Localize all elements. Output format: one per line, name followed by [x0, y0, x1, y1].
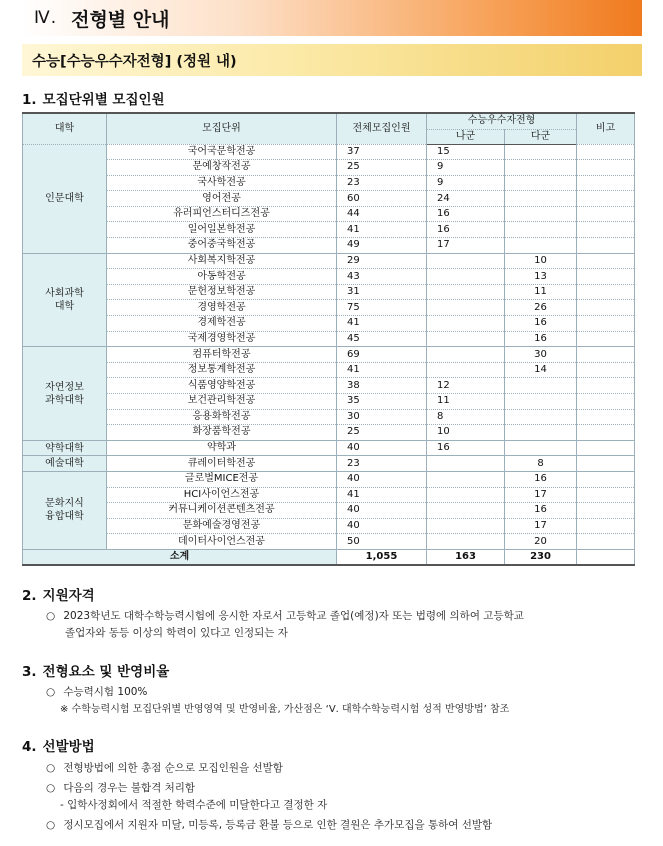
- total-note: [577, 549, 635, 565]
- unit-cell: 사회복지학전공: [107, 253, 337, 269]
- heading-text: 선발방법: [42, 739, 95, 755]
- na-cell: [427, 471, 505, 487]
- elements-note: ※ 수학능력시험 모집단위별 반영영역 및 반영비율, 가산점은 ‘Ⅴ. 대학수학능력시험 성적 반영방법’ 참조: [60, 704, 510, 715]
- note-cell: [577, 487, 635, 503]
- unit-cell: 일어일본학전공: [107, 222, 337, 238]
- table-row: [23, 222, 635, 238]
- da-cell: [505, 160, 577, 176]
- unit-cell: 중어중국학전공: [107, 238, 337, 254]
- da-cell: [505, 191, 577, 207]
- eligibility-line2: 졸업자와 동등 이상의 학력이 있다고 인정되는 자: [65, 627, 288, 639]
- note-cell: [577, 425, 635, 441]
- unit-cell: 영어전공: [107, 191, 337, 207]
- total-cell: 40: [337, 440, 427, 456]
- na-cell: [427, 300, 505, 316]
- na-cell: [427, 269, 505, 285]
- chapter-title: 전형별 안내: [71, 8, 170, 31]
- heading-eligibility: [22, 584, 95, 604]
- header-da: 다군: [505, 129, 577, 144]
- heading-selection: [22, 735, 95, 755]
- na-cell: 16: [427, 206, 505, 222]
- total-cell: 40: [337, 471, 427, 487]
- table-row: [23, 347, 635, 363]
- total-cell: 35: [337, 394, 427, 410]
- chapter-header: [22, 0, 642, 36]
- section-title: 수능[수능우수자전형] (정원 내): [32, 53, 237, 70]
- da-cell: 14: [505, 362, 577, 378]
- unit-cell: 문헌정보학전공: [107, 284, 337, 300]
- unit-cell: 글로벌MICE전공: [107, 471, 337, 487]
- note-cell: [577, 534, 635, 550]
- da-cell: 13: [505, 269, 577, 285]
- total-cell: 23: [337, 175, 427, 191]
- da-cell: 17: [505, 487, 577, 503]
- total-cell: 41: [337, 316, 427, 332]
- note-cell: [577, 269, 635, 285]
- total-cell: 75: [337, 300, 427, 316]
- college-cell: 자연정보 과학대학: [23, 347, 107, 441]
- table-row: [23, 503, 635, 519]
- note-cell: [577, 222, 635, 238]
- total-cell: 49: [337, 238, 427, 254]
- table-row: [23, 534, 635, 550]
- college-cell: 예술대학: [23, 456, 107, 472]
- unit-cell: 유러피언스터디즈전공: [107, 206, 337, 222]
- na-cell: 16: [427, 440, 505, 456]
- total-all: 1,055: [337, 549, 427, 565]
- table-row: [23, 456, 635, 472]
- unit-cell: 국사학전공: [107, 175, 337, 191]
- total-cell: 50: [337, 534, 427, 550]
- heading-text: 모집단위별 모집인원: [42, 92, 165, 108]
- na-cell: 10: [427, 425, 505, 441]
- unit-cell: 국어국문학전공: [107, 144, 337, 160]
- unit-cell: 데이터사이언스전공: [107, 534, 337, 550]
- note-cell: [577, 253, 635, 269]
- na-cell: [427, 331, 505, 347]
- heading-elements: [22, 660, 169, 680]
- heading-number: 3.: [22, 664, 37, 680]
- na-cell: [427, 253, 505, 269]
- unit-cell: 화장품학전공: [107, 425, 337, 441]
- note-cell: [577, 191, 635, 207]
- header-unit: 모집단위: [107, 113, 337, 144]
- table-row: [23, 487, 635, 503]
- na-cell: [427, 518, 505, 534]
- da-cell: 30: [505, 347, 577, 363]
- na-cell: [427, 534, 505, 550]
- total-cell: 29: [337, 253, 427, 269]
- table-row: [23, 362, 635, 378]
- table-row: [23, 191, 635, 207]
- da-cell: 16: [505, 331, 577, 347]
- total-cell: 25: [337, 425, 427, 441]
- selection-item1: 전형방법에 의한 총점 순으로 모집인원을 선발함: [63, 762, 283, 774]
- na-cell: [427, 362, 505, 378]
- table-row: [23, 409, 635, 425]
- total-label: 소계: [23, 549, 337, 565]
- table-row: [23, 238, 635, 254]
- table-row: [23, 440, 635, 456]
- chapter-number: Ⅳ.: [34, 8, 58, 28]
- elements-text: [46, 684, 646, 718]
- total-cell: 41: [337, 362, 427, 378]
- college-cell: 사회과학 대학: [23, 253, 107, 347]
- note-cell: [577, 144, 635, 160]
- note-cell: [577, 503, 635, 519]
- table-row: [23, 160, 635, 176]
- note-cell: [577, 471, 635, 487]
- da-cell: [505, 222, 577, 238]
- note-cell: [577, 238, 635, 254]
- note-cell: [577, 362, 635, 378]
- header-group: 수능우수자전형: [427, 113, 577, 129]
- table-row: [23, 316, 635, 332]
- unit-cell: 약학과: [107, 440, 337, 456]
- da-cell: [505, 144, 577, 160]
- unit-cell: 정보통계학전공: [107, 362, 337, 378]
- da-cell: [505, 206, 577, 222]
- selection-text: [46, 760, 646, 834]
- college-cell: 문화지식 융합대학: [23, 471, 107, 549]
- total-da: 230: [505, 549, 577, 565]
- heading-text: 지원자격: [42, 588, 95, 604]
- eligibility-text: [46, 608, 646, 642]
- header-na: 나군: [427, 129, 505, 144]
- note-cell: [577, 378, 635, 394]
- college-cell: 인문대학: [23, 144, 107, 253]
- da-cell: 17: [505, 518, 577, 534]
- unit-cell: 커뮤니케이션콘텐츠전공: [107, 503, 337, 519]
- note-cell: [577, 300, 635, 316]
- unit-cell: 경영학전공: [107, 300, 337, 316]
- unit-cell: 문예창작전공: [107, 160, 337, 176]
- unit-cell: 경제학전공: [107, 316, 337, 332]
- section-header: [22, 44, 642, 76]
- da-cell: [505, 440, 577, 456]
- unit-cell: 아동학전공: [107, 269, 337, 285]
- da-cell: [505, 394, 577, 410]
- note-cell: [577, 347, 635, 363]
- total-cell: 69: [337, 347, 427, 363]
- college-cell: 약학대학: [23, 440, 107, 456]
- na-cell: [427, 503, 505, 519]
- note-cell: [577, 160, 635, 176]
- total-cell: 43: [337, 269, 427, 285]
- note-cell: [577, 456, 635, 472]
- heading-text: 전형요소 및 반영비율: [42, 664, 170, 680]
- selection-item2-sub: - 입학사정회에서 적절한 학력수준에 미달한다고 결정한 자: [60, 799, 328, 811]
- table-row: [23, 471, 635, 487]
- header-total: 전체모집인원: [337, 113, 427, 144]
- da-cell: [505, 238, 577, 254]
- total-cell: 40: [337, 503, 427, 519]
- note-cell: [577, 206, 635, 222]
- unit-cell: 문화예술경영전공: [107, 518, 337, 534]
- bullet-circle: ○: [46, 819, 56, 831]
- unit-cell: 큐레이터학전공: [107, 456, 337, 472]
- na-cell: [427, 284, 505, 300]
- total-cell: 38: [337, 378, 427, 394]
- header-note: 비고: [577, 113, 635, 144]
- da-cell: [505, 378, 577, 394]
- table-row: [23, 331, 635, 347]
- da-cell: 20: [505, 534, 577, 550]
- unit-cell: 컴퓨터학전공: [107, 347, 337, 363]
- na-cell: 12: [427, 378, 505, 394]
- table-row: [23, 269, 635, 285]
- table-row: [23, 425, 635, 441]
- na-cell: [427, 456, 505, 472]
- total-cell: 31: [337, 284, 427, 300]
- total-cell: 40: [337, 518, 427, 534]
- bullet-circle: ○: [46, 762, 56, 774]
- total-na: 163: [427, 549, 505, 565]
- da-cell: 16: [505, 316, 577, 332]
- note-cell: [577, 331, 635, 347]
- da-cell: 26: [505, 300, 577, 316]
- note-cell: [577, 409, 635, 425]
- note-cell: [577, 440, 635, 456]
- bullet-circle: ○: [46, 610, 56, 622]
- unit-cell: 응용화학전공: [107, 409, 337, 425]
- total-cell: 45: [337, 331, 427, 347]
- na-cell: 9: [427, 175, 505, 191]
- na-cell: 9: [427, 160, 505, 176]
- total-cell: 25: [337, 160, 427, 176]
- table-row: [23, 253, 635, 269]
- header-college: 대학: [23, 113, 107, 144]
- unit-cell: 보건관리학전공: [107, 394, 337, 410]
- da-cell: 16: [505, 503, 577, 519]
- total-cell: 41: [337, 222, 427, 238]
- note-cell: [577, 518, 635, 534]
- heading-number: 2.: [22, 588, 37, 604]
- da-cell: [505, 175, 577, 191]
- table-total-row: [23, 549, 635, 565]
- unit-cell: 식품영양학전공: [107, 378, 337, 394]
- note-cell: [577, 175, 635, 191]
- da-cell: 11: [505, 284, 577, 300]
- na-cell: 15: [427, 144, 505, 160]
- na-cell: 8: [427, 409, 505, 425]
- bullet-circle: ○: [46, 686, 56, 698]
- heading-quota: [22, 88, 165, 108]
- da-cell: [505, 425, 577, 441]
- note-cell: [577, 284, 635, 300]
- table-row: [23, 284, 635, 300]
- na-cell: 24: [427, 191, 505, 207]
- elements-item: 수능력시험 100%: [63, 686, 148, 698]
- heading-number: 1.: [22, 92, 37, 108]
- total-cell: 60: [337, 191, 427, 207]
- na-cell: 17: [427, 238, 505, 254]
- table-row: [23, 300, 635, 316]
- na-cell: [427, 347, 505, 363]
- na-cell: [427, 316, 505, 332]
- total-cell: 44: [337, 206, 427, 222]
- table-row: [23, 378, 635, 394]
- na-cell: 16: [427, 222, 505, 238]
- total-cell: 23: [337, 456, 427, 472]
- da-cell: 10: [505, 253, 577, 269]
- da-cell: [505, 409, 577, 425]
- heading-number: 4.: [22, 739, 37, 755]
- quota-table: [22, 112, 635, 566]
- note-cell: [577, 394, 635, 410]
- da-cell: 16: [505, 471, 577, 487]
- selection-item2: 다음의 경우는 불합격 처리함: [63, 782, 196, 794]
- na-cell: [427, 487, 505, 503]
- selection-item3: 정시모집에서 지원자 미달, 미등록, 등록금 환불 등으로 인한 결원은 추가모집을 통하여 선발함: [63, 819, 493, 831]
- unit-cell: 국제경영학전공: [107, 331, 337, 347]
- table-row: [23, 175, 635, 191]
- table-row: [23, 518, 635, 534]
- total-cell: 37: [337, 144, 427, 160]
- total-cell: 30: [337, 409, 427, 425]
- na-cell: 11: [427, 394, 505, 410]
- eligibility-line1: 2023학년도 대학수학능력시험에 응시한 자로서 고등학교 졸업(예정)자 또는 법령에 의하여 고등학교: [63, 610, 524, 622]
- table-row: [23, 144, 635, 160]
- da-cell: 8: [505, 456, 577, 472]
- quota-table-body: [23, 144, 635, 549]
- unit-cell: HCI사이언스전공: [107, 487, 337, 503]
- bullet-circle: ○: [46, 782, 56, 794]
- note-cell: [577, 316, 635, 332]
- total-cell: 41: [337, 487, 427, 503]
- table-row: [23, 394, 635, 410]
- table-row: [23, 206, 635, 222]
